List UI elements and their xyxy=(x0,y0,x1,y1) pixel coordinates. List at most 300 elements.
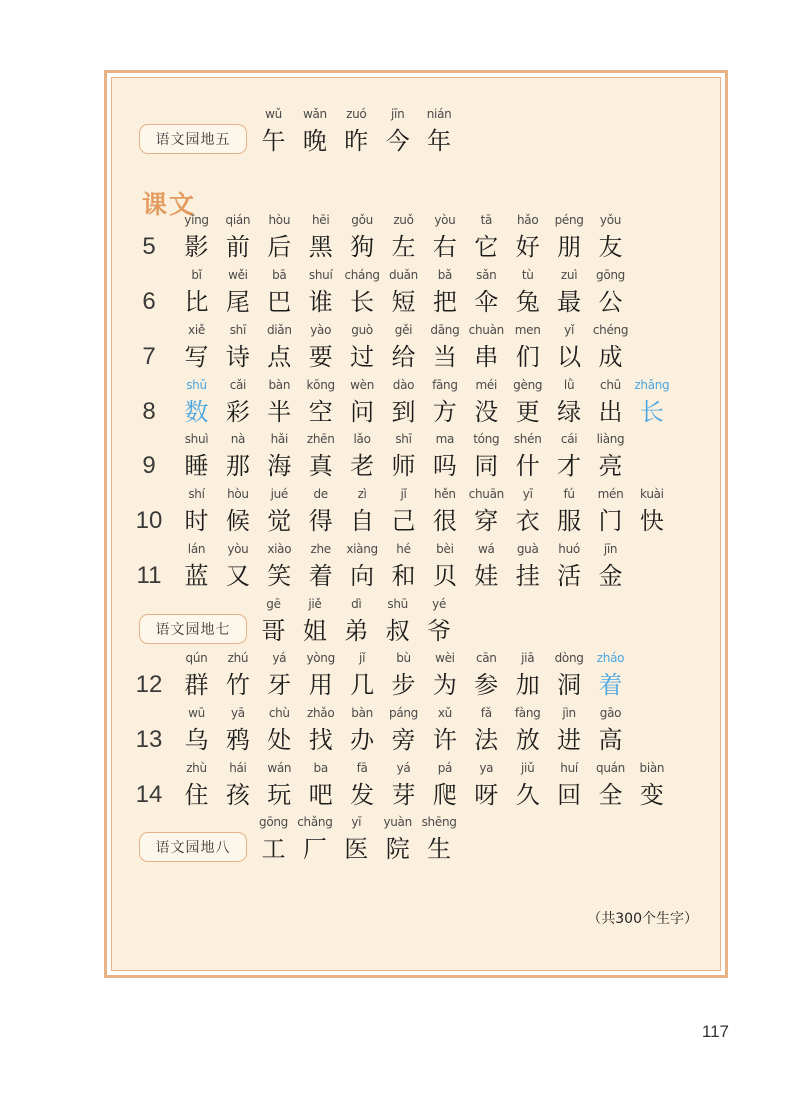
character-cell xyxy=(176,375,217,429)
character-cell xyxy=(590,539,631,593)
character-cell xyxy=(217,210,258,264)
character-cell xyxy=(466,375,507,429)
hanzi: 同 xyxy=(474,452,499,480)
hanzi: 友 xyxy=(598,233,623,261)
lesson-row xyxy=(112,539,724,595)
hanzi: 住 xyxy=(184,781,209,809)
character-cell xyxy=(424,429,465,483)
hanzi: 活 xyxy=(557,562,582,590)
lesson-number: 8 xyxy=(142,398,156,425)
character-cell xyxy=(507,429,548,483)
character-cell xyxy=(259,265,300,319)
character-cell xyxy=(383,210,424,264)
pinyin: jué xyxy=(270,487,289,501)
pinyin: yǐ xyxy=(564,323,575,337)
hanzi: 时 xyxy=(184,507,209,535)
hanzi: 午 xyxy=(261,127,286,155)
hanzi: 空 xyxy=(308,398,333,426)
hanzi: 穿 xyxy=(474,507,499,535)
character-cell xyxy=(217,320,258,374)
hanzi: 找 xyxy=(308,726,333,754)
character-cell xyxy=(383,429,424,483)
character-cell xyxy=(549,265,590,319)
character-cell xyxy=(590,758,631,812)
lesson-number: 7 xyxy=(142,343,156,370)
pinyin: dòng xyxy=(554,651,584,665)
character-cell xyxy=(217,484,258,538)
hanzi: 海 xyxy=(267,452,292,480)
pinyin: kuài xyxy=(640,487,664,501)
pinyin: zuǒ xyxy=(393,213,414,227)
hanzi: 全 xyxy=(598,781,623,809)
character-cell xyxy=(259,320,300,374)
pinyin: nà xyxy=(230,432,246,446)
pinyin: yào xyxy=(310,323,332,337)
lesson-row xyxy=(112,648,724,704)
pinyin: wá xyxy=(478,542,495,556)
character-cell xyxy=(259,375,300,429)
character-cell xyxy=(259,210,300,264)
hanzi: 公 xyxy=(598,288,623,316)
character-cell xyxy=(424,648,465,702)
hanzi: 左 xyxy=(391,233,416,261)
hanzi: 生 xyxy=(427,835,452,863)
lesson-row xyxy=(112,210,724,266)
hanzi: 法 xyxy=(474,726,499,754)
hanzi: 变 xyxy=(639,781,664,809)
character-cell xyxy=(342,484,383,538)
hanzi: 觉 xyxy=(267,507,292,535)
hanzi: 芽 xyxy=(391,781,416,809)
pinyin: cái xyxy=(560,432,578,446)
pinyin: yé xyxy=(432,597,447,611)
character-cell xyxy=(424,703,465,757)
pinyin: zhǎng xyxy=(634,378,670,392)
pinyin: nián xyxy=(426,107,452,121)
hanzi: 给 xyxy=(391,343,416,371)
hanzi: 它 xyxy=(474,233,499,261)
pinyin: bā xyxy=(272,268,287,282)
hanzi: 笑 xyxy=(267,562,292,590)
hanzi: 得 xyxy=(308,507,333,535)
hanzi: 谁 xyxy=(308,288,333,316)
pinyin: shuí xyxy=(308,268,333,282)
hanzi: 短 xyxy=(391,288,416,316)
garden-row xyxy=(112,104,724,160)
character-cell xyxy=(259,758,300,812)
hanzi: 久 xyxy=(515,781,540,809)
hanzi: 串 xyxy=(474,343,499,371)
character-cell xyxy=(383,484,424,538)
hanzi: 厂 xyxy=(302,835,327,863)
character-cell xyxy=(342,703,383,757)
character-cell xyxy=(507,758,548,812)
character-cell xyxy=(466,539,507,593)
pinyin: wán xyxy=(267,761,292,775)
character-cell xyxy=(424,375,465,429)
character-cell xyxy=(300,210,341,264)
character-cell xyxy=(466,703,507,757)
character-cell xyxy=(424,265,465,319)
character-cell xyxy=(217,758,258,812)
pinyin: yī xyxy=(351,815,362,829)
character-cell xyxy=(217,703,258,757)
character-cell xyxy=(259,429,300,483)
hanzi: 医 xyxy=(344,835,369,863)
hanzi: 长 xyxy=(639,398,664,426)
hanzi: 成 xyxy=(598,343,623,371)
hanzi: 写 xyxy=(184,343,209,371)
pinyin: shū xyxy=(387,597,408,611)
character-cell xyxy=(466,320,507,374)
hanzi: 鸦 xyxy=(225,726,250,754)
pinyin: lán xyxy=(187,542,206,556)
lesson-row xyxy=(112,320,724,376)
character-cell xyxy=(419,594,460,648)
hanzi: 们 xyxy=(515,343,540,371)
hanzi: 尾 xyxy=(225,288,250,316)
character-cell xyxy=(217,375,258,429)
pinyin: biàn xyxy=(639,761,665,775)
vocabulary-frame xyxy=(104,70,728,978)
pinyin: yá xyxy=(396,761,411,775)
lesson-number: 14 xyxy=(135,781,163,808)
character-cell xyxy=(217,265,258,319)
character-cell xyxy=(300,484,341,538)
pinyin: pá xyxy=(437,761,453,775)
garden-label: 语文园地八 xyxy=(139,832,247,862)
pinyin: guà xyxy=(516,542,539,556)
pinyin: xǔ xyxy=(437,706,452,720)
pinyin: diǎn xyxy=(266,323,292,337)
character-cell xyxy=(259,484,300,538)
character-cell xyxy=(300,648,341,702)
character-cell xyxy=(466,429,507,483)
hanzi: 叔 xyxy=(385,617,410,645)
hanzi: 狗 xyxy=(350,233,375,261)
character-cell xyxy=(176,429,217,483)
pinyin: chéng xyxy=(592,323,629,337)
hanzi: 己 xyxy=(391,507,416,535)
character-cell xyxy=(377,104,418,158)
pinyin: shǔ xyxy=(186,378,207,392)
pinyin: liàng xyxy=(596,432,625,446)
hanzi: 黑 xyxy=(308,233,333,261)
character-cell xyxy=(342,539,383,593)
hanzi: 参 xyxy=(474,671,499,699)
character-cell xyxy=(549,484,590,538)
hanzi: 方 xyxy=(432,398,457,426)
page-number: 117 xyxy=(701,1022,729,1041)
pinyin: jǐ xyxy=(359,651,366,665)
hanzi: 发 xyxy=(350,781,375,809)
pinyin: péng xyxy=(554,213,584,227)
pinyin: gōng xyxy=(596,268,625,282)
pinyin: chǎng xyxy=(297,815,333,829)
pinyin: yuàn xyxy=(383,815,412,829)
pinyin: jiě xyxy=(308,597,322,611)
character-cell xyxy=(342,210,383,264)
pinyin: guò xyxy=(351,323,373,337)
pinyin: wǔ xyxy=(265,107,282,121)
character-cell xyxy=(507,539,548,593)
pinyin: hé xyxy=(396,542,411,556)
hanzi: 真 xyxy=(308,452,333,480)
character-cell xyxy=(549,758,590,812)
pinyin: hěn xyxy=(434,487,456,501)
pinyin: jiǔ xyxy=(521,761,535,775)
lesson-number: 5 xyxy=(142,233,156,260)
hanzi: 问 xyxy=(350,398,375,426)
hanzi: 乌 xyxy=(184,726,209,754)
pinyin: hēi xyxy=(311,213,330,227)
hanzi: 昨 xyxy=(344,127,369,155)
pinyin: shén xyxy=(513,432,542,446)
pinyin: hǎi xyxy=(270,432,288,446)
hanzi: 向 xyxy=(350,562,375,590)
character-cell xyxy=(424,484,465,538)
character-cell xyxy=(176,648,217,702)
hanzi: 服 xyxy=(557,507,582,535)
hanzi: 用 xyxy=(308,671,333,699)
hanzi: 吗 xyxy=(432,452,457,480)
character-cell xyxy=(253,812,294,866)
hanzi: 处 xyxy=(267,726,292,754)
pinyin: hái xyxy=(229,761,247,775)
hanzi: 着 xyxy=(598,671,623,699)
pinyin: chuàn xyxy=(468,323,504,337)
pinyin: de xyxy=(313,487,328,501)
character-cell xyxy=(294,594,335,648)
pinyin: yǒu xyxy=(599,213,622,227)
hanzi: 洞 xyxy=(557,671,582,699)
hanzi: 孩 xyxy=(225,781,250,809)
pinyin: jiā xyxy=(521,651,535,665)
hanzi: 候 xyxy=(225,507,250,535)
garden-label: 语文园地七 xyxy=(139,614,247,644)
character-cell xyxy=(466,210,507,264)
pinyin: chù xyxy=(268,706,290,720)
pinyin: bèi xyxy=(436,542,454,556)
pinyin: cǎi xyxy=(229,378,247,392)
hanzi: 快 xyxy=(639,507,664,535)
pinyin: páng xyxy=(389,706,418,720)
character-cell xyxy=(549,648,590,702)
pinyin: xiàng xyxy=(346,542,378,556)
hanzi: 半 xyxy=(267,398,292,426)
pinyin: ya xyxy=(479,761,494,775)
hanzi: 晚 xyxy=(302,127,327,155)
hanzi: 师 xyxy=(391,452,416,480)
hanzi: 牙 xyxy=(267,671,292,699)
character-cell xyxy=(176,703,217,757)
pinyin: bǎ xyxy=(437,268,453,282)
pinyin: shí xyxy=(188,487,205,501)
hanzi: 竹 xyxy=(225,671,250,699)
hanzi: 点 xyxy=(267,343,292,371)
hanzi: 数 xyxy=(184,398,209,426)
hanzi: 金 xyxy=(598,562,623,590)
pinyin: jǐ xyxy=(400,487,407,501)
pinyin: zhe xyxy=(310,542,331,556)
total-character-count: （共300个生字） xyxy=(587,911,698,927)
hanzi: 右 xyxy=(432,233,457,261)
hanzi: 彩 xyxy=(225,398,250,426)
character-cell xyxy=(507,484,548,538)
hanzi: 哥 xyxy=(261,617,286,645)
pinyin: fú xyxy=(563,487,575,501)
character-cell xyxy=(466,758,507,812)
pinyin: wèi xyxy=(435,651,455,665)
character-cell xyxy=(466,265,507,319)
character-cell xyxy=(176,320,217,374)
pinyin: gěi xyxy=(394,323,413,337)
character-cell xyxy=(549,320,590,374)
character-cell xyxy=(549,703,590,757)
hanzi: 旁 xyxy=(391,726,416,754)
vocabulary-panel xyxy=(111,77,721,971)
hanzi: 放 xyxy=(515,726,540,754)
hanzi: 办 xyxy=(350,726,375,754)
hanzi: 工 xyxy=(261,835,286,863)
character-cell xyxy=(507,210,548,264)
lesson-number: 11 xyxy=(136,562,162,589)
hanzi: 后 xyxy=(267,233,292,261)
pinyin: fāng xyxy=(432,378,458,392)
hanzi: 过 xyxy=(350,343,375,371)
hanzi: 步 xyxy=(391,671,416,699)
hanzi: 很 xyxy=(432,507,457,535)
hanzi: 为 xyxy=(432,671,457,699)
character-cell xyxy=(383,539,424,593)
pinyin: dì xyxy=(351,597,362,611)
character-cell xyxy=(631,375,672,429)
pinyin: gǒu xyxy=(351,213,373,227)
lesson-number: 6 xyxy=(142,288,156,315)
garden-row xyxy=(112,594,724,650)
hanzi: 巴 xyxy=(267,288,292,316)
hanzi: 当 xyxy=(432,343,457,371)
character-cell xyxy=(342,320,383,374)
hanzi: 亮 xyxy=(598,452,623,480)
pinyin: jìn xyxy=(562,706,576,720)
pinyin: wǎn xyxy=(302,107,327,121)
lesson-row xyxy=(112,375,724,431)
character-cell xyxy=(590,703,631,757)
lesson-number: 9 xyxy=(142,452,156,479)
pinyin: bàn xyxy=(268,378,291,392)
pinyin: tù xyxy=(521,268,534,282)
character-cell xyxy=(424,758,465,812)
hanzi: 兔 xyxy=(515,288,540,316)
character-cell xyxy=(259,648,300,702)
pinyin: bǐ xyxy=(191,268,202,282)
hanzi: 回 xyxy=(557,781,582,809)
hanzi: 把 xyxy=(432,288,457,316)
pinyin: yòu xyxy=(227,542,249,556)
character-cell xyxy=(300,429,341,483)
character-cell xyxy=(383,375,424,429)
hanzi: 几 xyxy=(350,671,375,699)
hanzi: 前 xyxy=(225,233,250,261)
hanzi: 好 xyxy=(515,233,540,261)
pinyin: huí xyxy=(560,761,578,775)
pinyin: fàng xyxy=(514,706,541,720)
pinyin: hòu xyxy=(227,487,249,501)
character-cell xyxy=(336,104,377,158)
pinyin: zhú xyxy=(227,651,249,665)
hanzi: 衣 xyxy=(515,507,540,535)
character-cell xyxy=(424,320,465,374)
hanzi: 门 xyxy=(598,507,623,535)
character-cell xyxy=(507,320,548,374)
pinyin: chū xyxy=(600,378,621,392)
hanzi: 朋 xyxy=(557,233,582,261)
hanzi: 更 xyxy=(515,398,540,426)
pinyin: gē xyxy=(266,597,281,611)
hanzi: 爷 xyxy=(427,617,452,645)
section-title: 课文 xyxy=(142,190,197,219)
pinyin: gōng xyxy=(259,815,288,829)
character-cell xyxy=(424,210,465,264)
character-cell xyxy=(466,648,507,702)
pinyin: kōng xyxy=(306,378,335,392)
pinyin: méi xyxy=(475,378,498,392)
character-cell xyxy=(631,758,672,812)
hanzi: 诗 xyxy=(225,343,250,371)
pinyin: bàn xyxy=(351,706,373,720)
hanzi: 爬 xyxy=(432,781,457,809)
pinyin: yī xyxy=(522,487,533,501)
pinyin: zhēn xyxy=(306,432,335,446)
hanzi: 那 xyxy=(225,452,250,480)
character-cell xyxy=(342,429,383,483)
character-cell xyxy=(300,375,341,429)
pinyin: lǎo xyxy=(353,432,371,446)
lesson-number: 10 xyxy=(135,507,163,534)
pinyin: hǎo xyxy=(516,213,539,227)
hanzi: 影 xyxy=(184,233,209,261)
lesson-number: 13 xyxy=(135,726,163,753)
hanzi: 着 xyxy=(308,562,333,590)
hanzi: 弟 xyxy=(344,617,369,645)
hanzi: 院 xyxy=(385,835,410,863)
character-cell xyxy=(253,104,294,158)
pinyin: cān xyxy=(475,651,497,665)
lesson-row xyxy=(112,703,724,759)
hanzi: 呀 xyxy=(474,781,499,809)
lesson-row xyxy=(112,265,724,321)
hanzi: 加 xyxy=(515,671,540,699)
pinyin: xiě xyxy=(188,323,205,337)
character-cell xyxy=(419,104,460,158)
pinyin: wū xyxy=(188,706,205,720)
hanzi: 玩 xyxy=(267,781,292,809)
hanzi: 睡 xyxy=(184,452,209,480)
character-cell xyxy=(300,758,341,812)
character-cell xyxy=(294,812,335,866)
pinyin: xiào xyxy=(267,542,292,556)
pinyin: zhù xyxy=(186,761,207,775)
character-cell xyxy=(176,265,217,319)
pinyin: cháng xyxy=(344,268,380,282)
pinyin: yá xyxy=(272,651,287,665)
hanzi: 进 xyxy=(557,726,582,754)
hanzi: 要 xyxy=(308,343,333,371)
hanzi: 许 xyxy=(432,726,457,754)
pinyin: shī xyxy=(229,323,247,337)
character-cell xyxy=(466,484,507,538)
